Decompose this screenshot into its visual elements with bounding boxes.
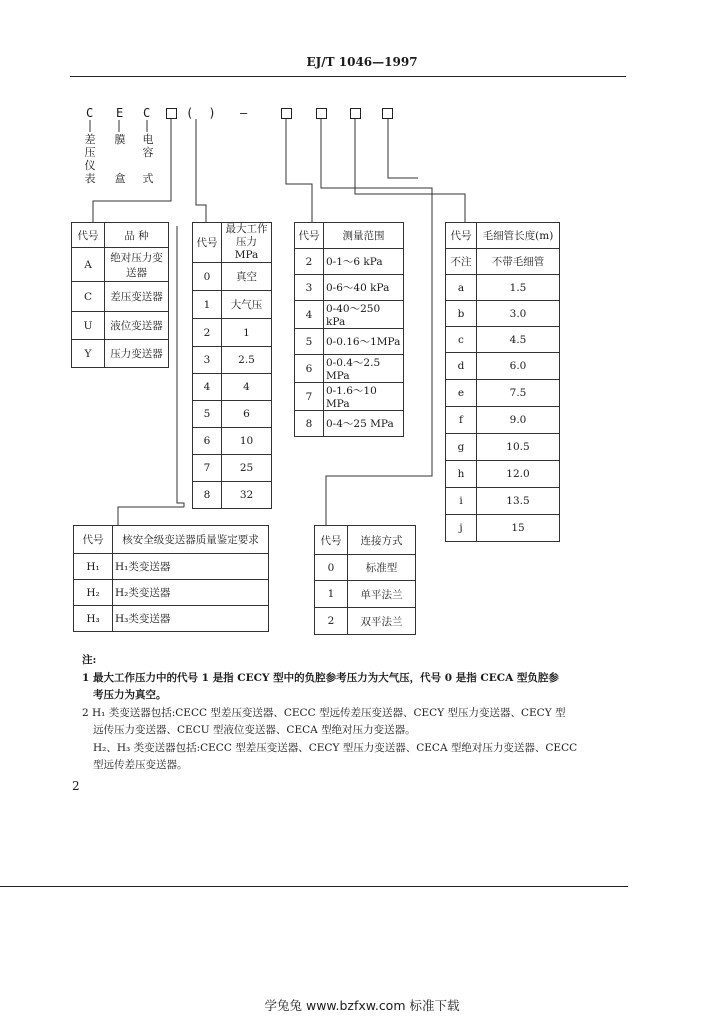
table-cell: a <box>446 275 477 301</box>
table-cell: 12.0 <box>477 461 560 488</box>
code-letter-e: E <box>116 106 124 120</box>
table-cell: 0-40～250 kPa <box>324 301 404 329</box>
caption-col-3: 电 容 式 <box>142 133 154 185</box>
table-cell: 不注 <box>446 249 477 275</box>
table-cell: 液位变送器 <box>105 312 169 340</box>
note-line: 考压力为真空。 <box>93 689 167 701</box>
table-cell: 5 <box>295 329 324 355</box>
table-cell: 3.0 <box>477 301 560 327</box>
table-cell: 13.5 <box>477 488 560 515</box>
table-cell: H₃类变送器 <box>113 606 269 632</box>
table-cell: 0-1.6～10 MPa <box>324 383 404 411</box>
table-cell: 6 <box>193 428 222 455</box>
table-cell: 0 <box>193 263 222 291</box>
table-cell: 差压变送器 <box>105 282 169 312</box>
table-cell: 真空 <box>222 263 272 291</box>
table-cell: 压力变送器 <box>105 340 169 368</box>
table-cell: h <box>446 461 477 488</box>
table-cell: g <box>446 434 477 461</box>
table-cell: 3 <box>193 347 222 374</box>
table-cell: 7.5 <box>477 380 560 407</box>
table-product-type <box>71 222 169 368</box>
note-line: 型远传差压变送器。 <box>93 759 188 771</box>
caption-col-2: 膜 盒 <box>114 133 126 185</box>
table-cell: j <box>446 515 477 542</box>
table-cell: H₂类变送器 <box>113 580 269 606</box>
table-capillary-length <box>445 222 560 542</box>
table-cell: 双平法兰 <box>348 608 416 635</box>
table-cell: 2 <box>315 608 348 635</box>
note-line: 远传压力变送器、CECU 型液位变送器、CECA 型绝对压力变送器。 <box>93 724 416 736</box>
code-dash: — <box>240 106 248 120</box>
table-cell: H₂ <box>74 580 113 606</box>
table-header: 品 种 <box>105 223 169 248</box>
table-header: 测量范围 <box>324 223 404 249</box>
table-cell: 2 <box>193 319 222 347</box>
table-cell: 25 <box>222 455 272 482</box>
footer-watermark: 学兔兔 www.bzfxw.com 标准下载 <box>264 998 460 1013</box>
table-cell: H₁ <box>74 554 113 580</box>
code-letter-c1: C <box>86 106 94 120</box>
table-cell: 0-4～25 MPa <box>324 411 404 437</box>
code-paren: ( ) <box>186 106 220 120</box>
table-cell: 15 <box>477 515 560 542</box>
table-cell: f <box>446 407 477 434</box>
notes-title: 注: <box>82 654 97 666</box>
table-cell: Y <box>72 340 105 368</box>
table-cell: 大气压 <box>222 291 272 319</box>
table-cell: 单平法兰 <box>348 581 416 608</box>
table-cell: 6 <box>222 401 272 428</box>
table-cell: 0-1～6 kPa <box>324 249 404 275</box>
table-cell: 标准型 <box>348 555 416 581</box>
table-cell: 32 <box>222 482 272 509</box>
table-cell: c <box>446 327 477 353</box>
table-cell: 3 <box>295 275 324 301</box>
table-header: 代号 <box>72 223 105 248</box>
table-cell: 8 <box>295 411 324 437</box>
table-cell: 4.5 <box>477 327 560 353</box>
code-letter-c2: C <box>143 106 151 120</box>
table-header: 代号 <box>315 526 348 555</box>
page-number: 2 <box>72 779 80 793</box>
table-cell: 0 <box>315 555 348 581</box>
table-header: 毛细管长度(m) <box>477 223 560 249</box>
table-header: 代号 <box>74 526 113 554</box>
table-cell: 4 <box>193 374 222 401</box>
table-cell: 6.0 <box>477 353 560 380</box>
table-cell: 7 <box>193 455 222 482</box>
table-cell: H₃ <box>74 606 113 632</box>
table-cell: 2 <box>295 249 324 275</box>
table-header: 连接方式 <box>348 526 416 555</box>
table-cell: 1 <box>193 291 222 319</box>
table-cell: i <box>446 488 477 515</box>
table-cell: 1 <box>315 581 348 608</box>
table-cell: e <box>446 380 477 407</box>
table-cell: 10 <box>222 428 272 455</box>
table-cell: 4 <box>222 374 272 401</box>
table-cell: 4 <box>295 301 324 329</box>
table-header: 代号 <box>193 223 222 263</box>
table-cell: 8 <box>193 482 222 509</box>
caption-col-1: 差 压 仪 表 <box>84 133 96 185</box>
footer-rule <box>0 886 628 887</box>
table-cell: 1 <box>222 319 272 347</box>
table-safety-requirement <box>73 525 269 632</box>
table-max-pressure <box>192 222 272 509</box>
table-cell: 0-6～40 kPa <box>324 275 404 301</box>
note-line: H₂、H₃ 类变送器包括:CECC 型差压变送器、CECY 型压力变送器、CECA 型绝对压力变送器、CECC <box>93 742 578 754</box>
table-header: 代号 <box>446 223 477 249</box>
table-cell: 5 <box>193 401 222 428</box>
table-cell: 9.0 <box>477 407 560 434</box>
standard-number: EJ/T 1046—1997 <box>306 55 418 69</box>
table-header: 核安全级变送器质量鉴定要求 <box>113 526 269 554</box>
table-measure-range <box>294 222 404 437</box>
table-cell: 6 <box>295 355 324 383</box>
note-line: 1 最大工作压力中的代号 1 是指 CECY 型中的负腔参考压力为大气压，代号 0 是指 CECA 型负腔参 <box>82 672 559 684</box>
table-cell: C <box>72 282 105 312</box>
table-cell: A <box>72 248 105 282</box>
table-cell: d <box>446 353 477 380</box>
table-cell: 0-0.4～2.5 MPa <box>324 355 404 383</box>
table-cell: 绝对压力变送器 <box>105 248 169 282</box>
table-connection-type <box>314 525 416 635</box>
table-cell: 7 <box>295 383 324 411</box>
table-cell: 1.5 <box>477 275 560 301</box>
table-cell: U <box>72 312 105 340</box>
table-cell: H₁类变送器 <box>113 554 269 580</box>
table-cell: b <box>446 301 477 327</box>
table-cell: 不带毛细管 <box>477 249 560 275</box>
table-cell: 2.5 <box>222 347 272 374</box>
table-header: 最大工作压力 MPa <box>222 223 272 263</box>
table-cell: 10.5 <box>477 434 560 461</box>
table-header: 代号 <box>295 223 324 249</box>
table-cell: 0-0.16～1MPa <box>324 329 404 355</box>
note-line: 2 H₁ 类变送器包括:CECC 型差压变送器、CECC 型远传差压变送器、CECY 型压力变送器、CECY 型 <box>82 707 566 719</box>
